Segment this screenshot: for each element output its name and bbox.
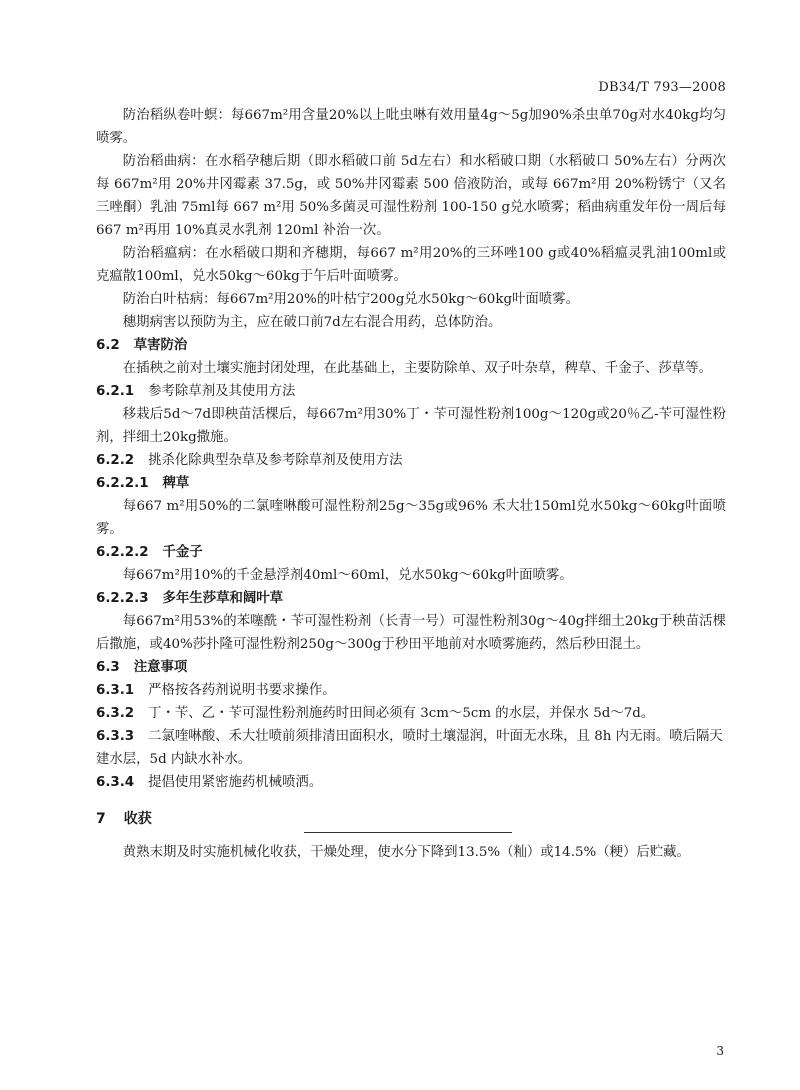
paragraph: 黄熟末期及时实施机械化收获，干燥处理，使水分下降到13.5%（籼）或14.5%（粳）后贮藏。: [122, 845, 690, 860]
section-number: 6.2.2: [96, 453, 135, 468]
section-heading: [96, 472, 726, 495]
section-number: 6.3: [96, 660, 120, 675]
section-number: 6.2.2.3: [96, 591, 149, 606]
section-title: 丁・苄、乙・苄可湿性粉剂施药时田间必须有 3cm～5cm 的水层，并保水 5d～7d。: [148, 706, 655, 721]
paragraph: 防治白叶枯病：每667m²用20%的叶枯宁200g兑水50kg～60kg叶面喷雾。: [122, 292, 579, 307]
section-heading: [96, 380, 726, 403]
section-title: 多年生莎草和阔叶草: [162, 591, 284, 606]
paragraph: 防治稻曲病：在水稻孕穗后期（即水稻破口前 5d左右）和水稻破口期（水稻破口 50%左右）分两次每 667m²用 20%井冈霉素 37.5g，或 50%井冈霉素 500 倍液防治，或每 667m²用 20%粉锈宁（又名三唑酮）乳油 75ml每 667 m²用 50%多菌灵可湿性粉剂 100-150 g兑水喷雾；稻曲病重发年份一周后每 667 m²再用 10%真灵水乳剂 120ml 补治一次。: [96, 154, 726, 238]
paragraph: 移栽后5d～7d即秧苗活棵后，每667m²用30%丁・苄可湿性粉剂100g～120g或20％乙-苄可湿性粉剂，拌细土20kg撒施。: [96, 407, 726, 445]
paragraph: 防治稻瘟病：在水稻破口期和齐穗期，每667 m²用20%的三环唑100 g或40%稻瘟灵乳油100ml或克瘟散100ml，兑水50kg～60kg于午后叶面喷雾。: [96, 246, 726, 284]
section-heading: [96, 656, 726, 679]
section-title: 挑杀化除典型杂草及参考除草剂及使用方法: [148, 453, 403, 468]
section-number: 6.2.2.1: [96, 476, 149, 491]
section-heading: [96, 808, 726, 831]
section-heading: [96, 679, 726, 702]
page-number: 3: [716, 1044, 724, 1058]
paragraph: 穗期病害以预防为主，应在破口前7d左右混合用药，总体防治。: [122, 315, 502, 330]
section-number: 6.3.3: [96, 729, 135, 744]
section-title: 提倡使用紧密施药机械喷洒。: [148, 775, 323, 790]
paragraph: 在插秧之前对土壤实施封闭处理，在此基础上，主要防除单、双子叶杂草，稗草、千金子、莎草等。: [122, 361, 712, 376]
section-number: 6.3.4: [96, 775, 135, 790]
section-heading: [96, 334, 726, 357]
section-title: 严格按各药剂说明书要求操作。: [148, 683, 336, 698]
section-number: 7: [96, 811, 106, 827]
paragraph: 防治稻纵卷叶螟：每667m²用含量20%以上吡虫啉有效用量4g～5g加90%杀虫单70g对水40kg均匀喷雾。: [96, 108, 726, 146]
section-heading: [96, 725, 726, 771]
section-number: 6.2: [96, 338, 120, 353]
section-heading: [96, 449, 726, 472]
section-title: 参考除草剂及其使用方法: [148, 384, 296, 399]
paragraph: 每667 m²用50%的二氯喹啉酸可湿性粉剂25g～35g或96% 禾大壮150ml兑水50kg～60kg叶面喷雾。: [96, 499, 726, 537]
section-number: 6.2.2.2: [96, 545, 149, 560]
section-title: 收获: [123, 811, 152, 827]
end-rule: [304, 832, 512, 833]
paragraph: 每667m²用10%的千金悬浮剂40ml～60ml，兑水50kg～60kg叶面喷雾。: [122, 568, 573, 583]
section-title: 二氯喹啉酸、禾大壮喷前须排清田面积水，喷时土壤湿润，叶面无水珠，且 8h 内无雨。喷后隔天建水层，5d 内缺水补水。: [96, 729, 723, 767]
section-number: 6.2.1: [96, 384, 135, 399]
paragraph: 每667m²用53%的苯噻酰・苄可湿性粉剂（长青一号）可湿性粉剂30g～40g拌细土20kg于秧苗活棵后撒施，或40%莎扑隆可湿性粉剂250g～300g于秒田平地前对水喷雾施药，然后秒田混土。: [96, 614, 726, 652]
standard-code: DB34/T 793—2008: [598, 80, 726, 95]
section-title: 草害防治: [133, 338, 188, 353]
section-title: 稗草: [162, 476, 190, 491]
section-heading: [96, 702, 726, 725]
section-heading: [96, 587, 726, 610]
section-heading: [96, 771, 726, 794]
section-title: 千金子: [162, 545, 203, 560]
section-number: 6.3.2: [96, 706, 135, 721]
document-body: [96, 104, 726, 864]
section-number: 6.3.1: [96, 683, 135, 698]
section-heading: [96, 541, 726, 564]
section-title: 注意事项: [133, 660, 188, 675]
